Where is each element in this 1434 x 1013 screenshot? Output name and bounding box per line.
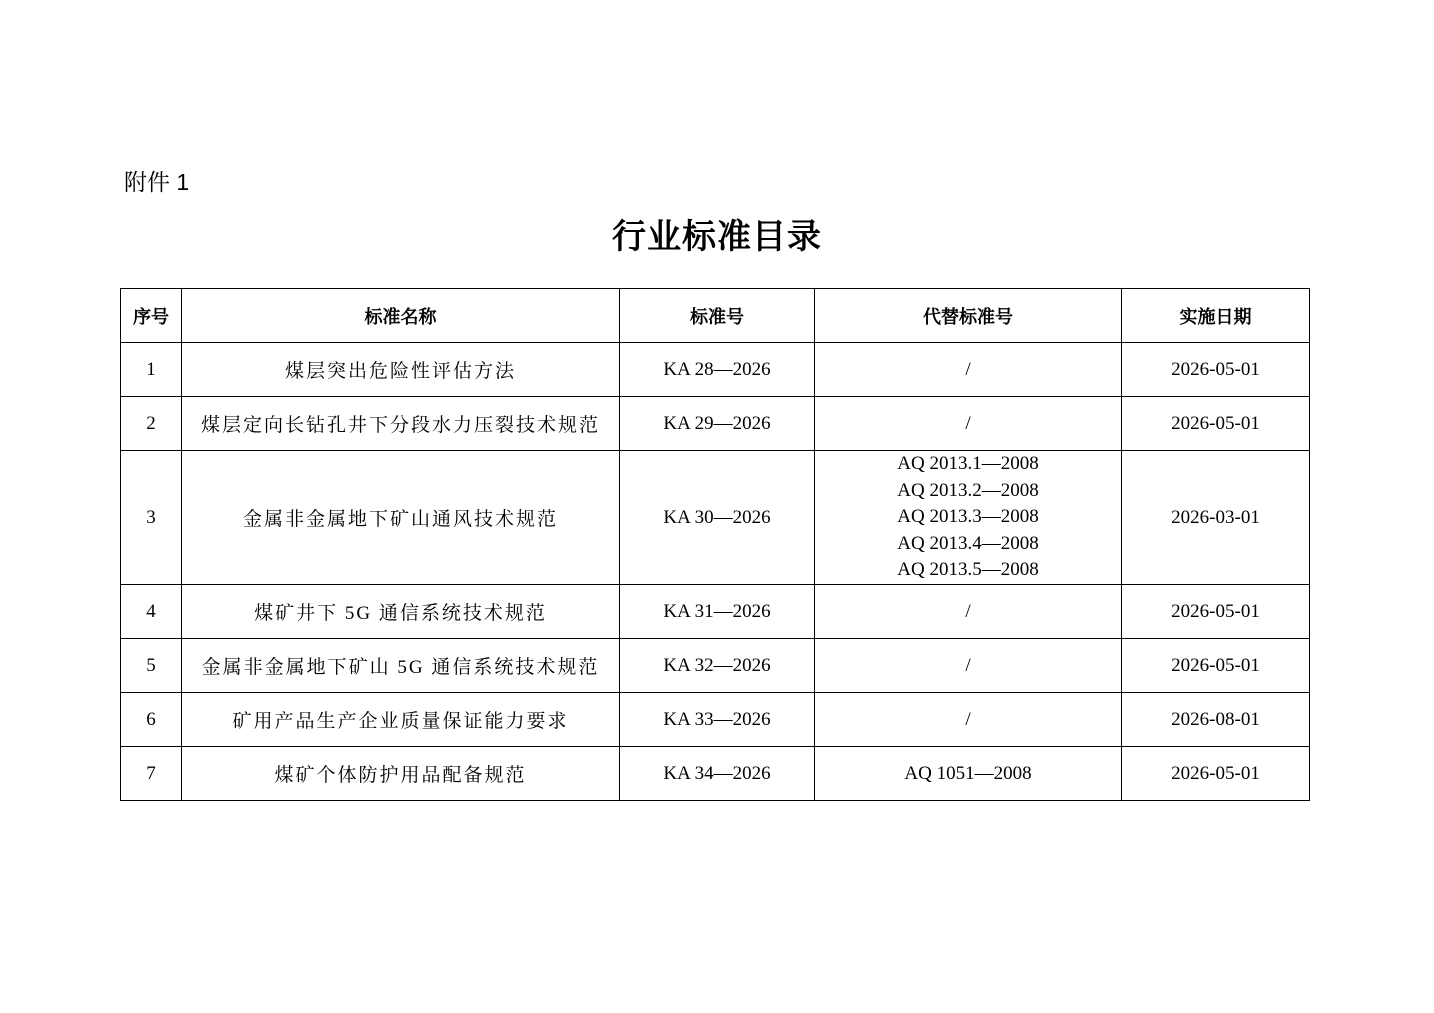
serial-no-cell: 5 — [121, 639, 182, 693]
serial-no-cell: 1 — [121, 343, 182, 397]
attachment-label: 附件 1 — [124, 169, 190, 195]
replaced-code-line: AQ 2013.1—2008 — [897, 453, 1039, 475]
serial-no-cell: 6 — [121, 693, 182, 747]
header-effective-date: 实施日期 — [1122, 289, 1310, 343]
page-title: 行业标准目录 — [612, 217, 822, 257]
serial-no-cell: 3 — [121, 451, 182, 585]
standard-code-cell: KA 32—2026 — [620, 639, 815, 693]
replaced-code-cell: / — [815, 639, 1122, 693]
standards-table — [120, 288, 1310, 801]
replaced-code-cell: / — [815, 397, 1122, 451]
replaced-code-line: AQ 2013.2—2008 — [897, 479, 1039, 501]
table-header-row — [121, 289, 1310, 343]
table-row — [121, 639, 1310, 693]
effective-date-cell: 2026-05-01 — [1122, 639, 1310, 693]
replaced-code-cell: / — [815, 585, 1122, 639]
table-row — [121, 397, 1310, 451]
header-serial-no: 序号 — [121, 289, 182, 343]
standard-name-cell: 煤层定向长钻孔井下分段水力压裂技术规范 — [182, 397, 620, 451]
header-standard-code: 标准号 — [620, 289, 815, 343]
standard-code-cell: KA 30—2026 — [620, 451, 815, 585]
replaced-code-line: AQ 2013.5—2008 — [897, 559, 1039, 581]
effective-date-cell: 2026-08-01 — [1122, 693, 1310, 747]
standard-code-cell: KA 31—2026 — [620, 585, 815, 639]
standard-name-cell: 金属非金属地下矿山通风技术规范 — [182, 451, 620, 585]
effective-date-cell: 2026-03-01 — [1122, 451, 1310, 585]
replaced-code-line: AQ 2013.4—2008 — [897, 532, 1039, 554]
standard-code-cell: KA 33—2026 — [620, 693, 815, 747]
replaced-code-line: AQ 2013.3—2008 — [897, 506, 1039, 528]
replaced-code-cell: / — [815, 693, 1122, 747]
standard-code-cell: KA 29—2026 — [620, 397, 815, 451]
serial-no-cell: 2 — [121, 397, 182, 451]
replaced-code-cell: / — [815, 343, 1122, 397]
standard-code-cell: KA 34—2026 — [620, 747, 815, 801]
serial-no-cell: 4 — [121, 585, 182, 639]
table-row — [121, 747, 1310, 801]
standard-name-cell: 金属非金属地下矿山 5G 通信系统技术规范 — [182, 639, 620, 693]
table-row — [121, 451, 1310, 585]
table-row — [121, 343, 1310, 397]
replaced-code-cell — [815, 451, 1122, 585]
replaced-code-cell: AQ 1051—2008 — [815, 747, 1122, 801]
effective-date-cell: 2026-05-01 — [1122, 397, 1310, 451]
standard-name-cell: 煤矿个体防护用品配备规范 — [182, 747, 620, 801]
header-replaced-code: 代替标准号 — [815, 289, 1122, 343]
standard-name-cell: 矿用产品生产企业质量保证能力要求 — [182, 693, 620, 747]
effective-date-cell: 2026-05-01 — [1122, 747, 1310, 801]
effective-date-cell: 2026-05-01 — [1122, 585, 1310, 639]
standard-name-cell: 煤层突出危险性评估方法 — [182, 343, 620, 397]
effective-date-cell: 2026-05-01 — [1122, 343, 1310, 397]
table-row — [121, 585, 1310, 639]
standard-name-cell: 煤矿井下 5G 通信系统技术规范 — [182, 585, 620, 639]
table-row — [121, 693, 1310, 747]
standard-code-cell: KA 28—2026 — [620, 343, 815, 397]
serial-no-cell: 7 — [121, 747, 182, 801]
header-standard-name: 标准名称 — [182, 289, 620, 343]
